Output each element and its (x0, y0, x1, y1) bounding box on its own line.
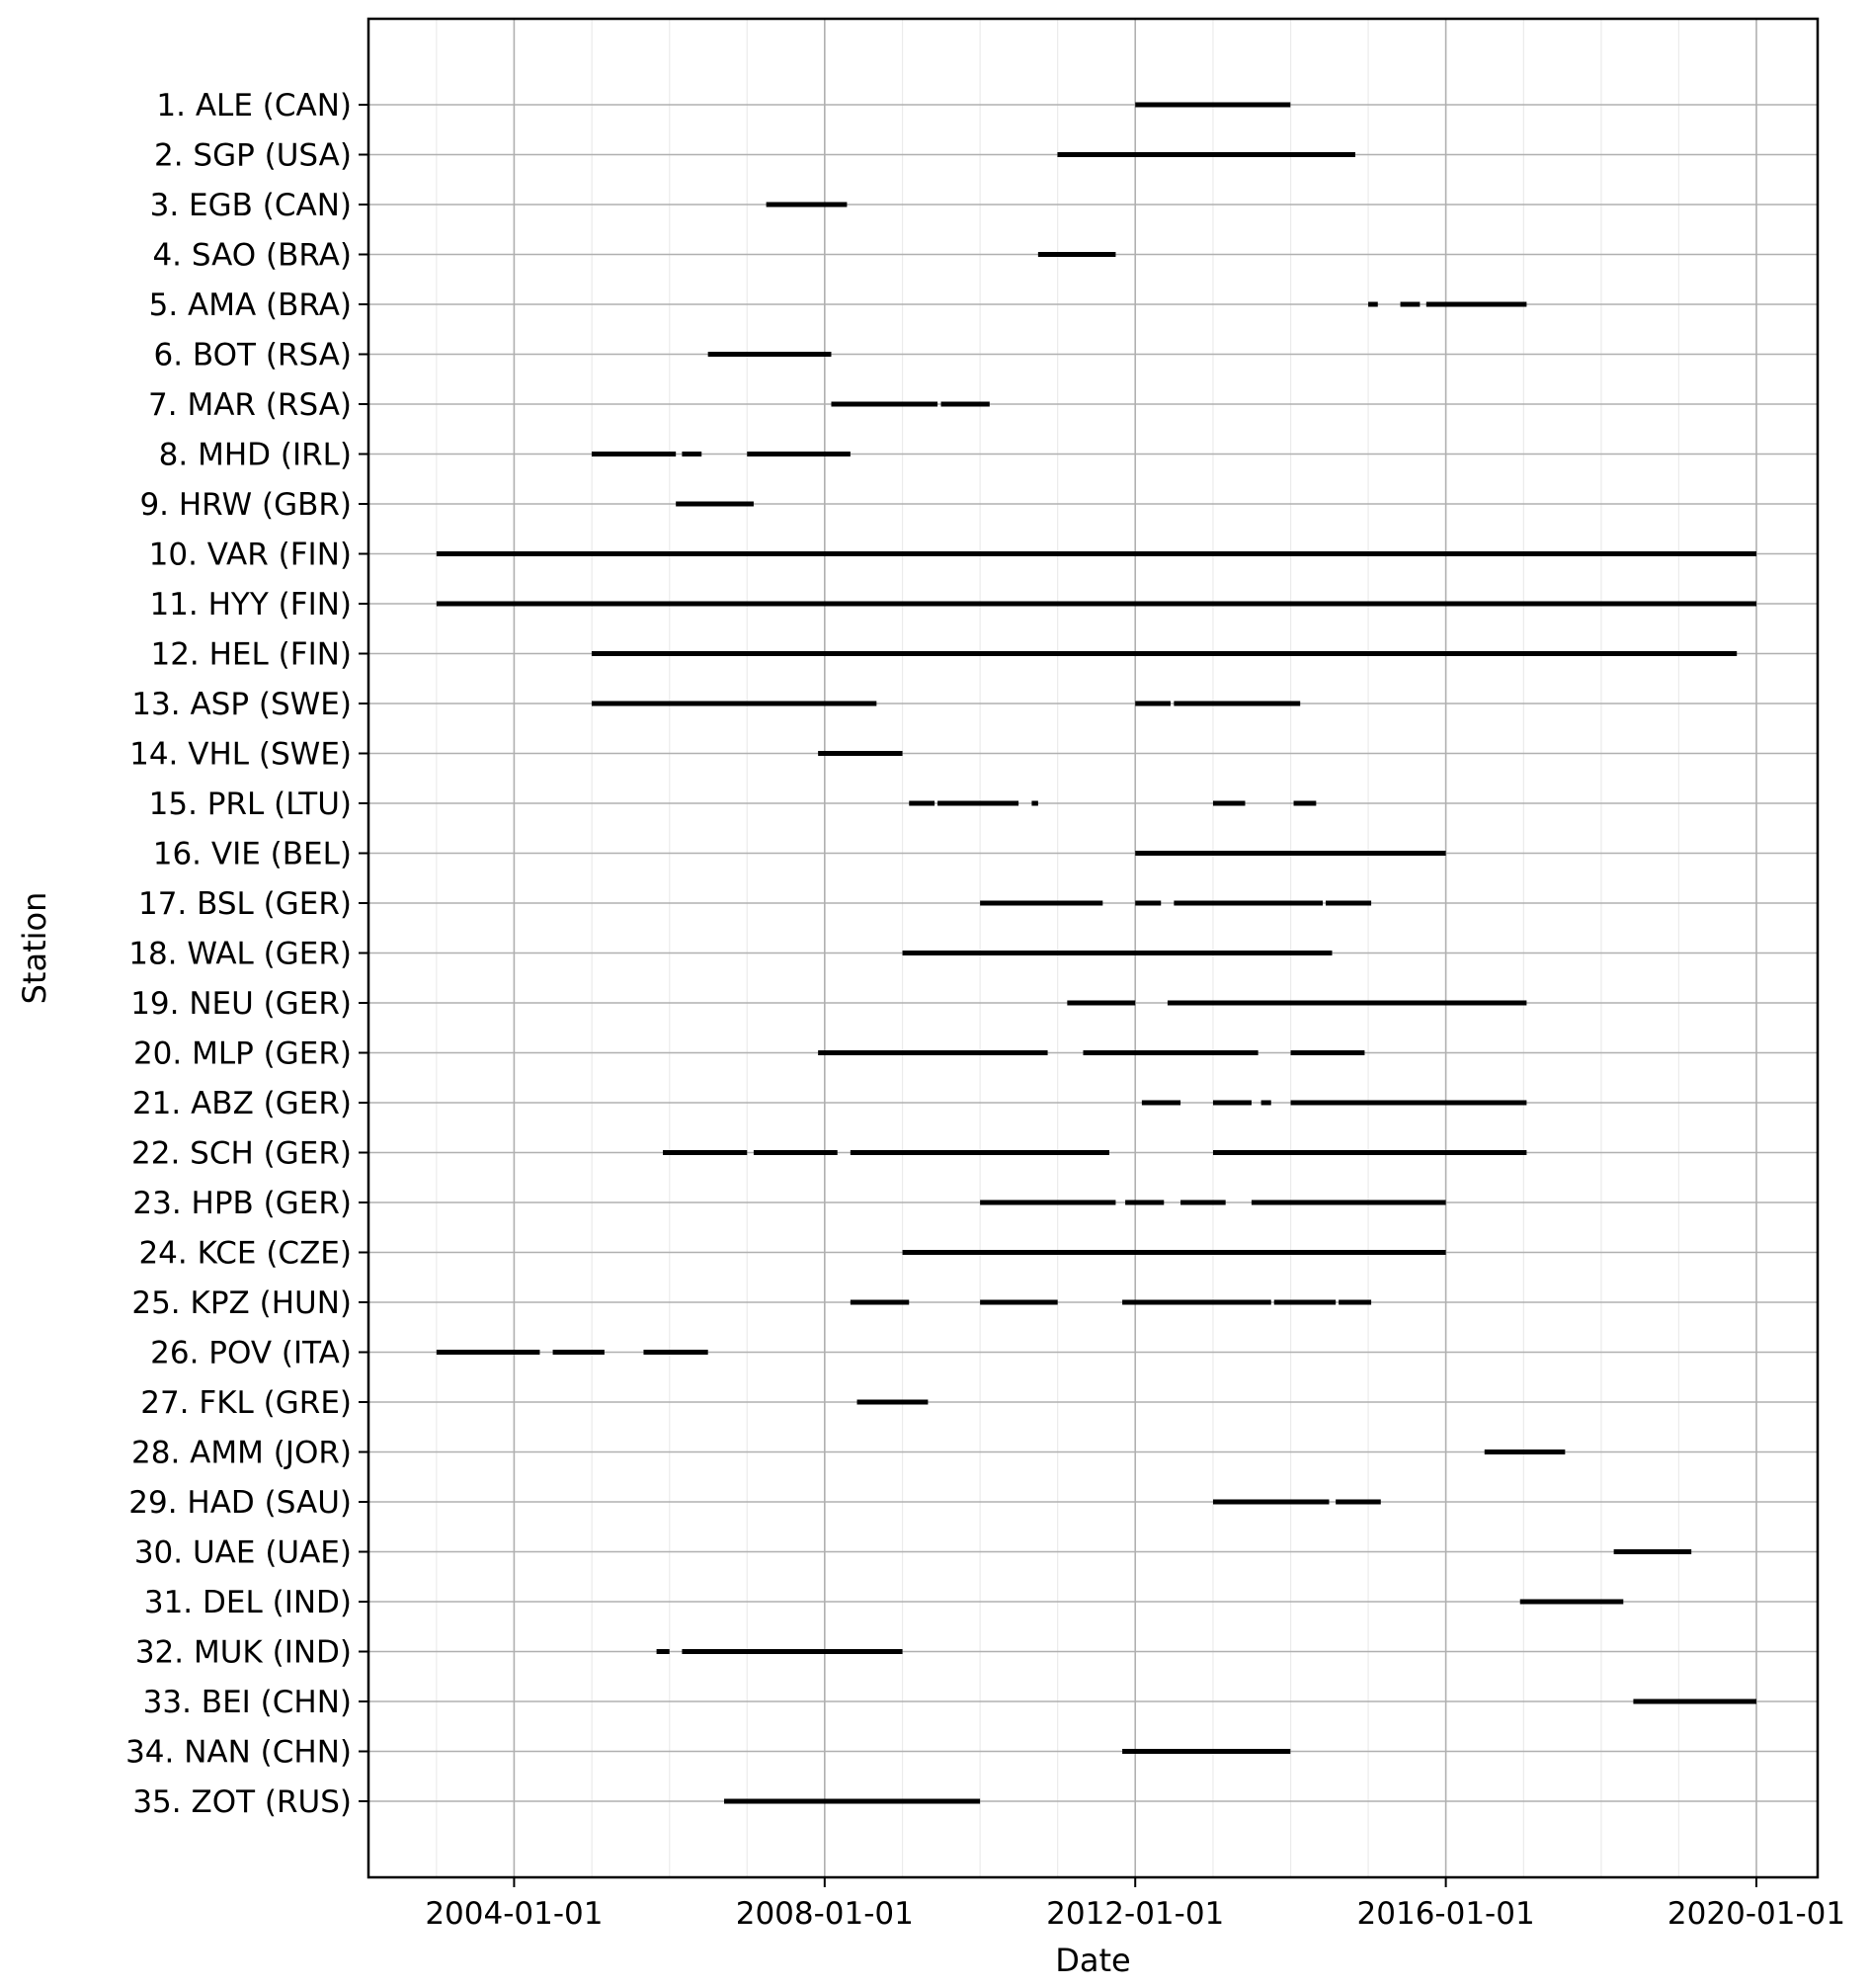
station-label: 7. MAR (RSA) (148, 387, 352, 423)
station-label: 27. FKL (GRE) (140, 1385, 352, 1421)
x-tick-label: 2016-01-01 (1356, 1896, 1535, 1932)
x-tick-label: 2004-01-01 (425, 1896, 604, 1932)
major-grid (368, 19, 1818, 1877)
station-label: 1. ALE (CAN) (156, 88, 352, 124)
station-label: 6. BOT (RSA) (153, 337, 352, 373)
station-label: 31. DEL (IND) (143, 1585, 352, 1620)
station-label: 9. HRW (GBR) (139, 487, 352, 523)
x-tick-label: 2012-01-01 (1046, 1896, 1225, 1932)
station-label: 11. HYY (FIN) (149, 587, 352, 622)
plot-frame (368, 19, 1818, 1877)
station-label: 14. VHL (SWE) (129, 736, 352, 773)
minor-grid (437, 19, 1679, 1877)
station-label: 8. MHD (IRL) (158, 437, 352, 473)
station-label: 32. MUK (IND) (134, 1634, 352, 1671)
station-label: 18. WAL (GER) (128, 936, 352, 972)
station-label: 10. VAR (FIN) (148, 537, 352, 573)
station-label: 22. SCH (GER) (131, 1135, 352, 1172)
station-label: 28. AMM (JOR) (131, 1435, 352, 1471)
station-label: 26. POV (ITA) (150, 1335, 352, 1371)
station-label: 21. ABZ (GER) (131, 1086, 352, 1121)
station-label: 35. ZOT (RUS) (132, 1784, 352, 1820)
y-axis-label: Station (16, 891, 53, 1005)
y-axis-ticks (125, 88, 368, 1820)
station-label: 24. KCE (CZE) (138, 1235, 352, 1272)
station-label: 25. KPZ (HUN) (131, 1285, 352, 1321)
x-axis-ticks (425, 1877, 1845, 1932)
x-tick-label: 2008-01-01 (735, 1896, 914, 1932)
station-label: 33. BEI (CHN) (142, 1685, 352, 1720)
station-label: 2. SGP (USA) (153, 137, 352, 174)
station-label: 23. HPB (GER) (132, 1186, 352, 1221)
station-label: 13. ASP (SWE) (131, 687, 352, 722)
station-label: 29. HAD (SAU) (128, 1485, 352, 1521)
station-label: 12. HEL (FIN) (150, 636, 352, 673)
station-label: 17. BSL (GER) (137, 886, 352, 922)
station-label: 4. SAO (BRA) (152, 237, 352, 274)
station-label: 19. NEU (GER) (130, 986, 352, 1022)
x-tick-label: 2020-01-01 (1666, 1896, 1846, 1932)
station-label: 5. AMA (BRA) (148, 288, 352, 323)
x-axis-label: Date (1055, 1942, 1131, 1979)
station-label: 30. UAE (UAE) (133, 1534, 352, 1571)
station-label: 15. PRL (LTU) (148, 787, 352, 822)
station-label: 16. VIE (BEL) (152, 836, 352, 872)
station-label: 20. MLP (GER) (132, 1035, 352, 1072)
station-label: 34. NAN (CHN) (125, 1734, 352, 1771)
station-label: 3. EGB (CAN) (149, 188, 352, 223)
